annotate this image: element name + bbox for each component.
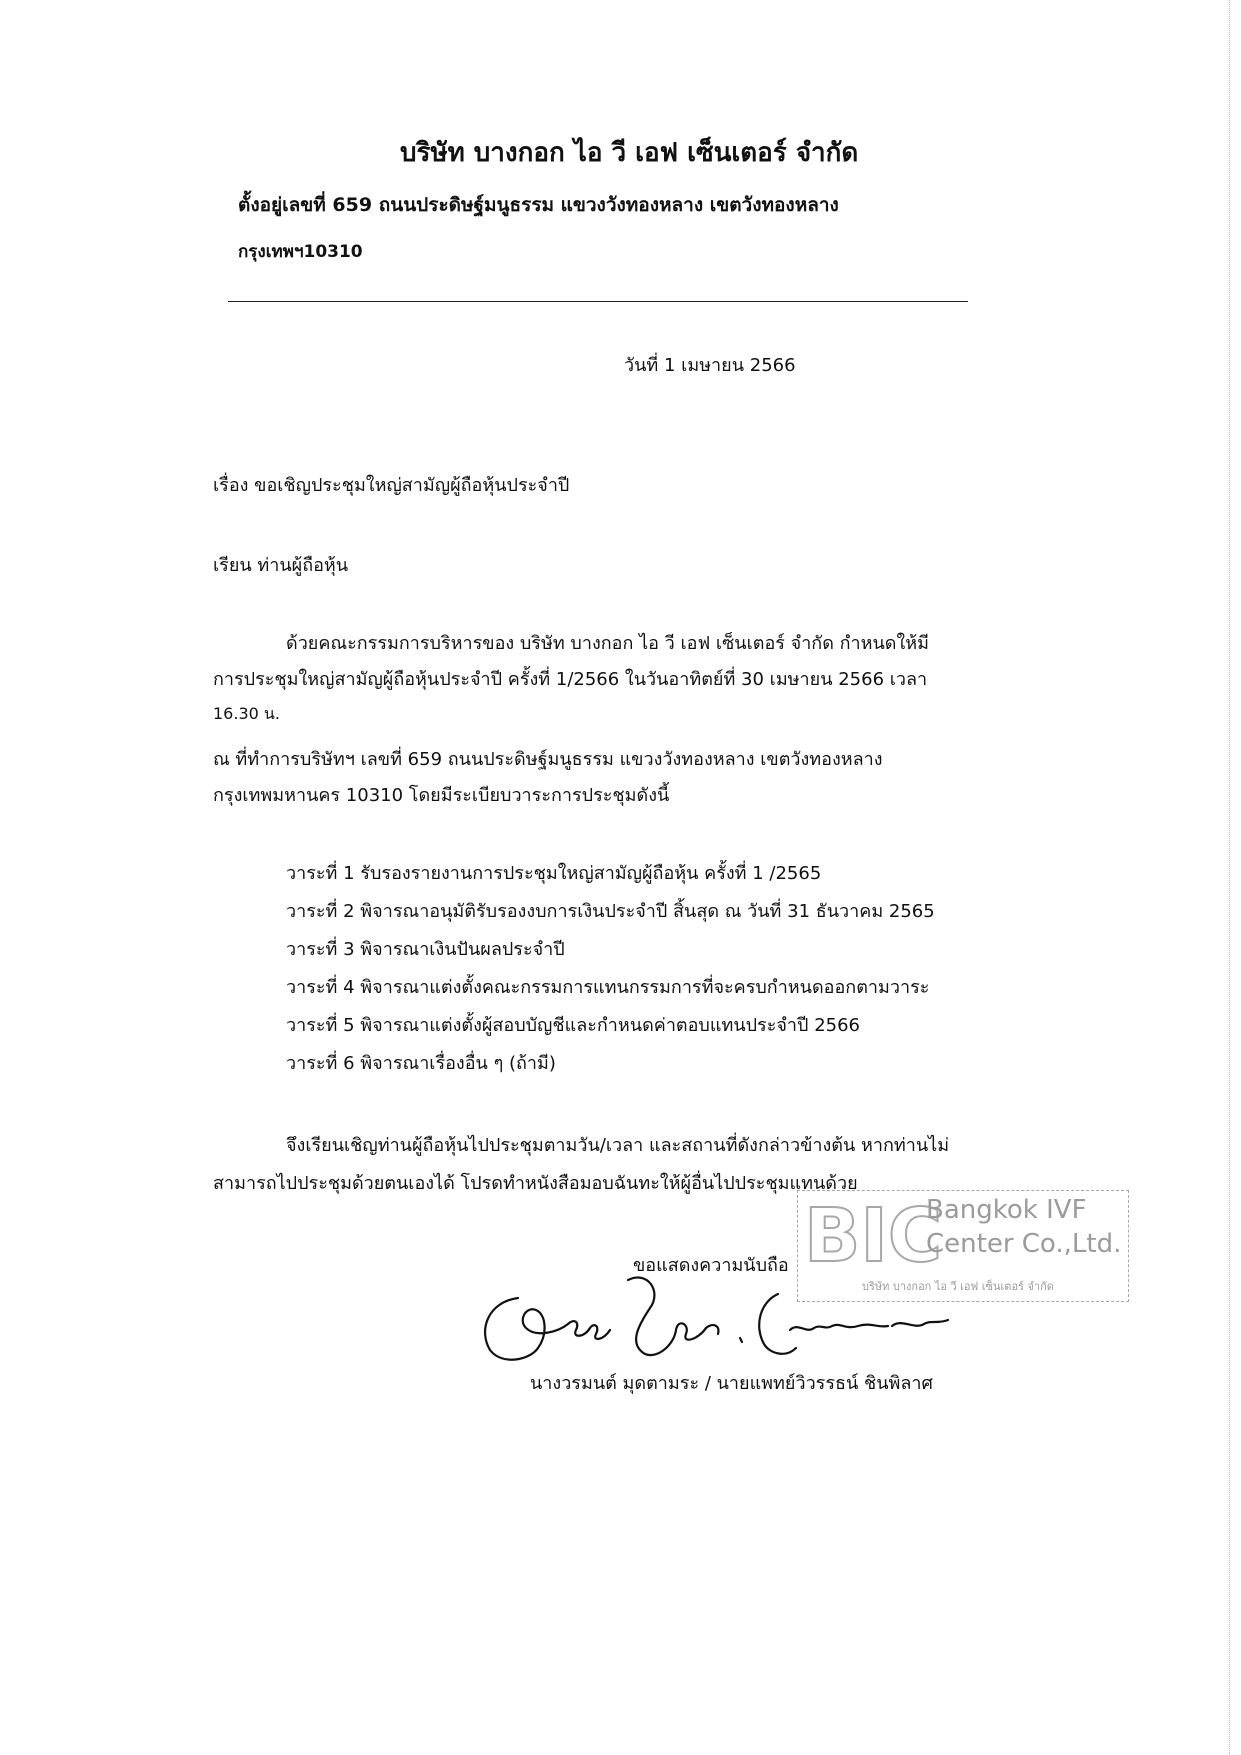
agenda-item: วาระที่ 4 พิจารณาแต่งตั้งคณะกรรมการแทนกรรมการที่จะครบกำหนดออกตามวาระ: [286, 977, 930, 998]
body-line-4: ณ ที่ทำการบริษัทฯ เลขที่ 659 ถนนประดิษฐ์มนูธรรม แขวงวังทองหลาง เขตวังทองหลาง: [213, 749, 883, 770]
subject-line: เรื่อง ขอเชิญประชุมใหญ่สามัญผู้ถือหุ้นประจำปี: [213, 475, 570, 496]
agenda-item: วาระที่ 1 รับรองรายงานการประชุมใหญ่สามัญผู้ถือหุ้น ครั้งที่ 1 /2565: [286, 863, 822, 884]
salutation: เรียน ท่านผู้ถือหุ้น: [213, 555, 349, 576]
body-line-5: กรุงเทพมหานคร 10310 โดยมีระเบียบวาระการประชุมดังนี้: [213, 785, 670, 806]
address-line-2: กรุงเทพฯ10310: [238, 242, 363, 262]
company-name: บริษัท บางกอก ไอ วี เอฟ เซ็นเตอร์ จำกัด: [400, 138, 859, 168]
stamp-brand-line-1: Bangkok IVF: [926, 1195, 1087, 1225]
conclusion-line-1: จึงเรียนเชิญท่านผู้ถือหุ้นไปประชุมตามวัน/เวลา และสถานที่ดังกล่าวข้างต้น หากท่านไม่: [286, 1135, 950, 1156]
agenda-item: วาระที่ 2 พิจารณาอนุมัติรับรองงบการเงินประจำปี สิ้นสุด ณ วันที่ 31 ธันวาคม 2565: [286, 901, 935, 922]
body-line-2: การประชุมใหญ่สามัญผู้ถือหุ้นประจำปี ครั้งที่ 1/2566 ในวันอาทิตย์ที่ 30 เมษายน 2566 เวลา: [213, 669, 928, 690]
stamp-brand-line-2: Center Co.,Ltd.: [926, 1229, 1122, 1259]
body-line-3: 16.30 น.: [213, 704, 280, 723]
body-line-1: ด้วยคณะกรรมการบริหารของ บริษัท บางกอก ไอ วี เอฟ เซ็นเตอร์ จำกัด กำหนดให้มี: [286, 633, 929, 654]
signatories: นางวรมนต์ มุดตามระ / นายแพทย์วิวรรธน์ ชินพิลาศ: [530, 1373, 933, 1394]
agenda-item: วาระที่ 5 พิจารณาแต่งตั้งผู้สอบบัญชีและกำหนดค่าตอบแทนประจำปี 2566: [286, 1015, 860, 1036]
conclusion-line-2: สามารถไปประชุมด้วยตนเองได้ โปรดทำหนังสือมอบฉันทะให้ผู้อื่นไปประชุมแทนด้วย: [213, 1173, 858, 1194]
header-divider: [228, 301, 968, 302]
letter-date: วันที่ 1 เมษายน 2566: [624, 355, 796, 376]
agenda-item: วาระที่ 6 พิจารณาเรื่องอื่น ๆ (ถ้ามี): [286, 1053, 556, 1074]
bic-logo-icon: [802, 1193, 943, 1279]
signature-icon: [478, 1268, 988, 1368]
bic-logo-text: BIC: [804, 1193, 943, 1279]
stamp-thai-line: บริษัท บางกอก ไอ วี เอฟ เซ็นเตอร์ จำกัด: [862, 1280, 1054, 1293]
address-line-1: ตั้งอยู่เลขที่ 659 ถนนประดิษฐ์มนูธรรม แขวงวังทองหลาง เขตวังทองหลาง: [238, 194, 839, 216]
agenda-item: วาระที่ 3 พิจารณาเงินปันผลประจำปี: [286, 939, 565, 960]
scan-edge: [1229, 0, 1231, 1755]
closing-phrase: ขอแสดงความนับถือ: [633, 1255, 789, 1276]
